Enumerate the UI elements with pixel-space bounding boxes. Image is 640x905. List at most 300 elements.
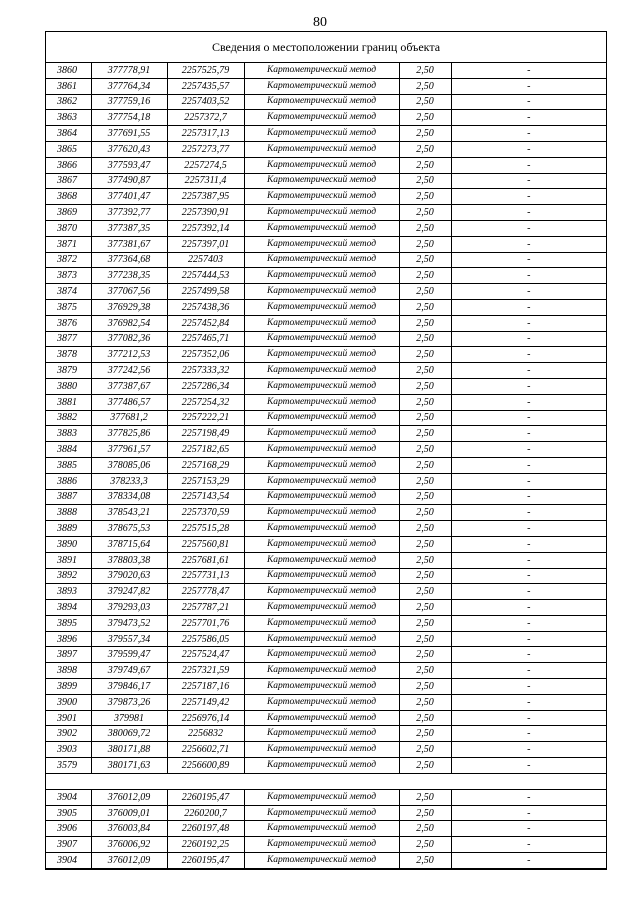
precision-cell: 2,50	[399, 157, 451, 173]
description-cell: -	[451, 552, 606, 568]
x-coordinate-cell: 379247,82	[91, 584, 167, 600]
point-number-cell: 3882	[46, 410, 91, 426]
method-cell: Картометрический метод	[244, 347, 399, 363]
point-number-cell: 3877	[46, 331, 91, 347]
x-coordinate-cell: 377401,47	[91, 189, 167, 205]
description-cell: -	[451, 679, 606, 695]
description-cell: -	[451, 157, 606, 173]
x-coordinate-cell: 376009,01	[91, 805, 167, 821]
method-cell: Картометрический метод	[244, 584, 399, 600]
point-number-cell: 3860	[46, 63, 91, 78]
y-coordinate-cell: 2257397,01	[167, 236, 244, 252]
table-row	[46, 552, 606, 568]
precision-cell: 2,50	[399, 126, 451, 142]
precision-cell: 2,50	[399, 710, 451, 726]
precision-cell: 2,50	[399, 694, 451, 710]
precision-cell: 2,50	[399, 378, 451, 394]
y-coordinate-cell: 2257222,21	[167, 410, 244, 426]
x-coordinate-cell: 377681,2	[91, 410, 167, 426]
method-cell: Картометрический метод	[244, 647, 399, 663]
method-cell: Картометрический метод	[244, 394, 399, 410]
table-row	[46, 189, 606, 205]
x-coordinate-cell: 379846,17	[91, 679, 167, 695]
method-cell: Картометрический метод	[244, 236, 399, 252]
point-number-cell: 3903	[46, 742, 91, 758]
y-coordinate-cell: 2257387,95	[167, 189, 244, 205]
table-row	[46, 268, 606, 284]
description-cell: -	[451, 94, 606, 110]
point-number-cell: 3861	[46, 78, 91, 94]
point-number-cell: 3883	[46, 426, 91, 442]
description-cell: -	[451, 457, 606, 473]
table-row	[46, 284, 606, 300]
description-cell: -	[451, 442, 606, 458]
precision-cell: 2,50	[399, 426, 451, 442]
precision-cell: 2,50	[399, 189, 451, 205]
method-cell: Картометрический метод	[244, 110, 399, 126]
point-number-cell: 3892	[46, 568, 91, 584]
method-cell: Картометрический метод	[244, 536, 399, 552]
description-cell: -	[451, 78, 606, 94]
y-coordinate-cell: 2257321,59	[167, 663, 244, 679]
table-row	[46, 837, 606, 853]
point-number-cell: 3902	[46, 726, 91, 742]
page-number: 80	[313, 15, 327, 30]
y-coordinate-cell: 2257560,81	[167, 536, 244, 552]
precision-cell: 2,50	[399, 410, 451, 426]
description-cell: -	[451, 758, 606, 774]
point-number-cell: 3864	[46, 126, 91, 142]
table-row	[46, 631, 606, 647]
table-row	[46, 173, 606, 189]
method-cell: Картометрический метод	[244, 615, 399, 631]
x-coordinate-cell: 377364,68	[91, 252, 167, 268]
table-row	[46, 141, 606, 157]
y-coordinate-cell: 2257515,28	[167, 521, 244, 537]
table-row	[46, 126, 606, 142]
y-coordinate-cell: 2257499,58	[167, 284, 244, 300]
y-coordinate-cell: 2257681,61	[167, 552, 244, 568]
precision-cell: 2,50	[399, 442, 451, 458]
table-row	[46, 347, 606, 363]
table-row	[46, 710, 606, 726]
x-coordinate-cell: 377387,35	[91, 220, 167, 236]
method-cell: Картометрический метод	[244, 521, 399, 537]
precision-cell: 2,50	[399, 568, 451, 584]
x-coordinate-cell: 380171,88	[91, 742, 167, 758]
y-coordinate-cell: 2257701,76	[167, 615, 244, 631]
table-row	[46, 299, 606, 315]
description-cell: -	[451, 315, 606, 331]
description-cell: -	[451, 505, 606, 521]
table-row	[46, 394, 606, 410]
method-cell: Картометрический метод	[244, 189, 399, 205]
point-number-cell: 3906	[46, 821, 91, 837]
description-cell: -	[451, 284, 606, 300]
description-cell: -	[451, 837, 606, 853]
precision-cell: 2,50	[399, 505, 451, 521]
method-cell: Картометрический метод	[244, 284, 399, 300]
table-caption: Сведения о местоположении границ объекта	[46, 32, 606, 63]
precision-cell: 2,50	[399, 315, 451, 331]
precision-cell: 2,50	[399, 789, 451, 805]
precision-cell: 2,50	[399, 331, 451, 347]
precision-cell: 2,50	[399, 489, 451, 505]
point-number-cell: 3875	[46, 299, 91, 315]
point-number-cell: 3897	[46, 647, 91, 663]
x-coordinate-cell: 376982,54	[91, 315, 167, 331]
table-row	[46, 742, 606, 758]
table-row	[46, 110, 606, 126]
method-cell: Картометрический метод	[244, 821, 399, 837]
table-row	[46, 489, 606, 505]
method-cell: Картометрический метод	[244, 473, 399, 489]
description-cell: -	[451, 584, 606, 600]
y-coordinate-cell: 2257525,79	[167, 63, 244, 78]
y-coordinate-cell: 2257182,65	[167, 442, 244, 458]
method-cell: Картометрический метод	[244, 78, 399, 94]
x-coordinate-cell: 377593,47	[91, 157, 167, 173]
precision-cell: 2,50	[399, 284, 451, 300]
precision-cell: 2,50	[399, 853, 451, 869]
description-cell: -	[451, 600, 606, 616]
x-coordinate-cell: 377212,53	[91, 347, 167, 363]
precision-cell: 2,50	[399, 521, 451, 537]
x-coordinate-cell: 378675,53	[91, 521, 167, 537]
point-number-cell: 3899	[46, 679, 91, 695]
method-cell: Картометрический метод	[244, 126, 399, 142]
y-coordinate-cell: 2257435,57	[167, 78, 244, 94]
method-cell: Картометрический метод	[244, 157, 399, 173]
x-coordinate-cell: 377381,67	[91, 236, 167, 252]
method-cell: Картометрический метод	[244, 600, 399, 616]
x-coordinate-cell: 377754,18	[91, 110, 167, 126]
x-coordinate-cell: 379981	[91, 710, 167, 726]
x-coordinate-cell: 378334,08	[91, 489, 167, 505]
point-number-cell: 3900	[46, 694, 91, 710]
table-row	[46, 205, 606, 221]
y-coordinate-cell: 2260200,7	[167, 805, 244, 821]
precision-cell: 2,50	[399, 536, 451, 552]
description-cell: -	[451, 173, 606, 189]
point-number-cell: 3862	[46, 94, 91, 110]
table-row	[46, 694, 606, 710]
precision-cell: 2,50	[399, 615, 451, 631]
method-cell: Картометрический метод	[244, 663, 399, 679]
precision-cell: 2,50	[399, 220, 451, 236]
x-coordinate-cell: 380069,72	[91, 726, 167, 742]
y-coordinate-cell: 2257153,29	[167, 473, 244, 489]
precision-cell: 2,50	[399, 726, 451, 742]
method-cell: Картометрический метод	[244, 141, 399, 157]
description-cell: -	[451, 489, 606, 505]
table-row	[46, 378, 606, 394]
precision-cell: 2,50	[399, 252, 451, 268]
description-cell: -	[451, 805, 606, 821]
y-coordinate-cell: 2257403	[167, 252, 244, 268]
description-cell: -	[451, 521, 606, 537]
precision-cell: 2,50	[399, 663, 451, 679]
point-number-cell: 3881	[46, 394, 91, 410]
y-coordinate-cell: 2257149,42	[167, 694, 244, 710]
x-coordinate-cell: 377486,57	[91, 394, 167, 410]
x-coordinate-cell: 379749,67	[91, 663, 167, 679]
method-cell: Картометрический метод	[244, 679, 399, 695]
x-coordinate-cell: 377392,77	[91, 205, 167, 221]
method-cell: Картометрический метод	[244, 268, 399, 284]
x-coordinate-cell: 376012,09	[91, 789, 167, 805]
y-coordinate-cell: 2257452,84	[167, 315, 244, 331]
table-row	[46, 78, 606, 94]
point-number-cell: 3886	[46, 473, 91, 489]
description-cell: -	[451, 663, 606, 679]
precision-cell: 2,50	[399, 742, 451, 758]
description-cell: -	[451, 126, 606, 142]
table-row	[46, 805, 606, 821]
point-number-cell: 3896	[46, 631, 91, 647]
x-coordinate-cell: 377490,87	[91, 173, 167, 189]
point-number-cell: 3895	[46, 615, 91, 631]
method-cell: Картометрический метод	[244, 853, 399, 869]
point-number-cell: 3880	[46, 378, 91, 394]
y-coordinate-cell: 2257465,71	[167, 331, 244, 347]
description-cell: -	[451, 536, 606, 552]
boundary-table-sheet	[45, 31, 607, 870]
point-number-cell: 3874	[46, 284, 91, 300]
point-number-cell: 3905	[46, 805, 91, 821]
method-cell: Картометрический метод	[244, 726, 399, 742]
y-coordinate-cell: 2256976,14	[167, 710, 244, 726]
y-coordinate-cell: 2257187,16	[167, 679, 244, 695]
table-row	[46, 600, 606, 616]
precision-cell: 2,50	[399, 141, 451, 157]
x-coordinate-cell: 379873,26	[91, 694, 167, 710]
point-number-cell: 3879	[46, 363, 91, 379]
x-coordinate-cell: 376929,38	[91, 299, 167, 315]
table-row	[46, 679, 606, 695]
point-number-cell: 3904	[46, 853, 91, 869]
precision-cell: 2,50	[399, 631, 451, 647]
x-coordinate-cell: 376012,09	[91, 853, 167, 869]
description-cell: -	[451, 789, 606, 805]
group-separator-row	[46, 773, 606, 789]
table-row	[46, 853, 606, 869]
table-row	[46, 758, 606, 774]
y-coordinate-cell: 2257586,05	[167, 631, 244, 647]
x-coordinate-cell: 379473,52	[91, 615, 167, 631]
y-coordinate-cell: 2257403,52	[167, 94, 244, 110]
point-number-cell: 3870	[46, 220, 91, 236]
x-coordinate-cell: 377778,91	[91, 63, 167, 78]
y-coordinate-cell: 2260195,47	[167, 853, 244, 869]
precision-cell: 2,50	[399, 837, 451, 853]
x-coordinate-cell: 376003,84	[91, 821, 167, 837]
description-cell: -	[451, 473, 606, 489]
y-coordinate-cell: 2257273,77	[167, 141, 244, 157]
x-coordinate-cell: 377691,55	[91, 126, 167, 142]
point-number-cell: 3894	[46, 600, 91, 616]
table-row	[46, 157, 606, 173]
point-number-cell: 3863	[46, 110, 91, 126]
x-coordinate-cell: 377242,56	[91, 363, 167, 379]
point-number-cell: 3873	[46, 268, 91, 284]
description-cell: -	[451, 568, 606, 584]
table-row	[46, 473, 606, 489]
precision-cell: 2,50	[399, 552, 451, 568]
table-row	[46, 726, 606, 742]
description-cell: -	[451, 726, 606, 742]
x-coordinate-cell: 377387,67	[91, 378, 167, 394]
description-cell: -	[451, 821, 606, 837]
x-coordinate-cell: 378543,21	[91, 505, 167, 521]
x-coordinate-cell: 378803,38	[91, 552, 167, 568]
point-number-cell: 3885	[46, 457, 91, 473]
point-number-cell: 3888	[46, 505, 91, 521]
method-cell: Картометрический метод	[244, 315, 399, 331]
x-coordinate-cell: 377961,57	[91, 442, 167, 458]
precision-cell: 2,50	[399, 647, 451, 663]
precision-cell: 2,50	[399, 679, 451, 695]
method-cell: Картометрический метод	[244, 568, 399, 584]
table-row	[46, 521, 606, 537]
precision-cell: 2,50	[399, 94, 451, 110]
description-cell: -	[451, 205, 606, 221]
point-number-cell: 3579	[46, 758, 91, 774]
table-row	[46, 363, 606, 379]
description-cell: -	[451, 694, 606, 710]
y-coordinate-cell: 2257390,91	[167, 205, 244, 221]
x-coordinate-cell: 377764,34	[91, 78, 167, 94]
coordinates-table-body	[46, 63, 606, 868]
x-coordinate-cell: 378085,06	[91, 457, 167, 473]
table-row	[46, 536, 606, 552]
y-coordinate-cell: 2257317,13	[167, 126, 244, 142]
y-coordinate-cell: 2257444,53	[167, 268, 244, 284]
table-row	[46, 252, 606, 268]
method-cell: Картометрический метод	[244, 410, 399, 426]
description-cell: -	[451, 631, 606, 647]
table-row	[46, 505, 606, 521]
y-coordinate-cell: 2257372,7	[167, 110, 244, 126]
x-coordinate-cell: 378233,3	[91, 473, 167, 489]
y-coordinate-cell: 2257787,21	[167, 600, 244, 616]
point-number-cell: 3872	[46, 252, 91, 268]
description-cell: -	[451, 252, 606, 268]
precision-cell: 2,50	[399, 299, 451, 315]
y-coordinate-cell: 2260192,25	[167, 837, 244, 853]
description-cell: -	[451, 363, 606, 379]
point-number-cell: 3867	[46, 173, 91, 189]
x-coordinate-cell: 379020,63	[91, 568, 167, 584]
y-coordinate-cell: 2257333,32	[167, 363, 244, 379]
method-cell: Картометрический метод	[244, 742, 399, 758]
x-coordinate-cell: 377759,16	[91, 94, 167, 110]
y-coordinate-cell: 2260197,48	[167, 821, 244, 837]
y-coordinate-cell: 2257524,47	[167, 647, 244, 663]
point-number-cell: 3876	[46, 315, 91, 331]
point-number-cell: 3890	[46, 536, 91, 552]
description-cell: -	[451, 189, 606, 205]
table-row	[46, 457, 606, 473]
table-row	[46, 63, 606, 78]
x-coordinate-cell: 377082,36	[91, 331, 167, 347]
y-coordinate-cell: 2257198,49	[167, 426, 244, 442]
precision-cell: 2,50	[399, 347, 451, 363]
table-row	[46, 663, 606, 679]
point-number-cell: 3878	[46, 347, 91, 363]
description-cell: -	[451, 110, 606, 126]
description-cell: -	[451, 236, 606, 252]
precision-cell: 2,50	[399, 600, 451, 616]
x-coordinate-cell: 376006,92	[91, 837, 167, 853]
y-coordinate-cell: 2260195,47	[167, 789, 244, 805]
precision-cell: 2,50	[399, 110, 451, 126]
point-number-cell: 3891	[46, 552, 91, 568]
y-coordinate-cell: 2257731,13	[167, 568, 244, 584]
description-cell: -	[451, 710, 606, 726]
description-cell: -	[451, 853, 606, 869]
point-number-cell: 3869	[46, 205, 91, 221]
point-number-cell: 3907	[46, 837, 91, 853]
method-cell: Картометрический метод	[244, 457, 399, 473]
precision-cell: 2,50	[399, 805, 451, 821]
precision-cell: 2,50	[399, 473, 451, 489]
description-cell: -	[451, 647, 606, 663]
point-number-cell: 3884	[46, 442, 91, 458]
method-cell: Картометрический метод	[244, 378, 399, 394]
table-row	[46, 426, 606, 442]
description-cell: -	[451, 141, 606, 157]
description-cell: -	[451, 378, 606, 394]
table-row	[46, 615, 606, 631]
x-coordinate-cell: 379599,47	[91, 647, 167, 663]
x-coordinate-cell: 379293,03	[91, 600, 167, 616]
table-row	[46, 584, 606, 600]
point-number-cell: 3904	[46, 789, 91, 805]
method-cell: Картометрический метод	[244, 710, 399, 726]
precision-cell: 2,50	[399, 394, 451, 410]
x-coordinate-cell: 377238,35	[91, 268, 167, 284]
precision-cell: 2,50	[399, 457, 451, 473]
x-coordinate-cell: 377067,56	[91, 284, 167, 300]
coordinates-table	[46, 63, 606, 869]
description-cell: -	[451, 268, 606, 284]
method-cell: Картометрический метод	[244, 631, 399, 647]
method-cell: Картометрический метод	[244, 94, 399, 110]
x-coordinate-cell: 377620,43	[91, 141, 167, 157]
point-number-cell: 3868	[46, 189, 91, 205]
method-cell: Картометрический метод	[244, 789, 399, 805]
x-coordinate-cell: 378715,64	[91, 536, 167, 552]
table-row	[46, 220, 606, 236]
point-number-cell: 3887	[46, 489, 91, 505]
description-cell: -	[451, 742, 606, 758]
point-number-cell: 3866	[46, 157, 91, 173]
precision-cell: 2,50	[399, 205, 451, 221]
y-coordinate-cell: 2257168,29	[167, 457, 244, 473]
precision-cell: 2,50	[399, 236, 451, 252]
y-coordinate-cell: 2257778,47	[167, 584, 244, 600]
y-coordinate-cell: 2256600,89	[167, 758, 244, 774]
method-cell: Картометрический метод	[244, 299, 399, 315]
precision-cell: 2,50	[399, 268, 451, 284]
precision-cell: 2,50	[399, 758, 451, 774]
method-cell: Картометрический метод	[244, 220, 399, 236]
y-coordinate-cell: 2257274,5	[167, 157, 244, 173]
precision-cell: 2,50	[399, 173, 451, 189]
point-number-cell: 3865	[46, 141, 91, 157]
precision-cell: 2,50	[399, 584, 451, 600]
